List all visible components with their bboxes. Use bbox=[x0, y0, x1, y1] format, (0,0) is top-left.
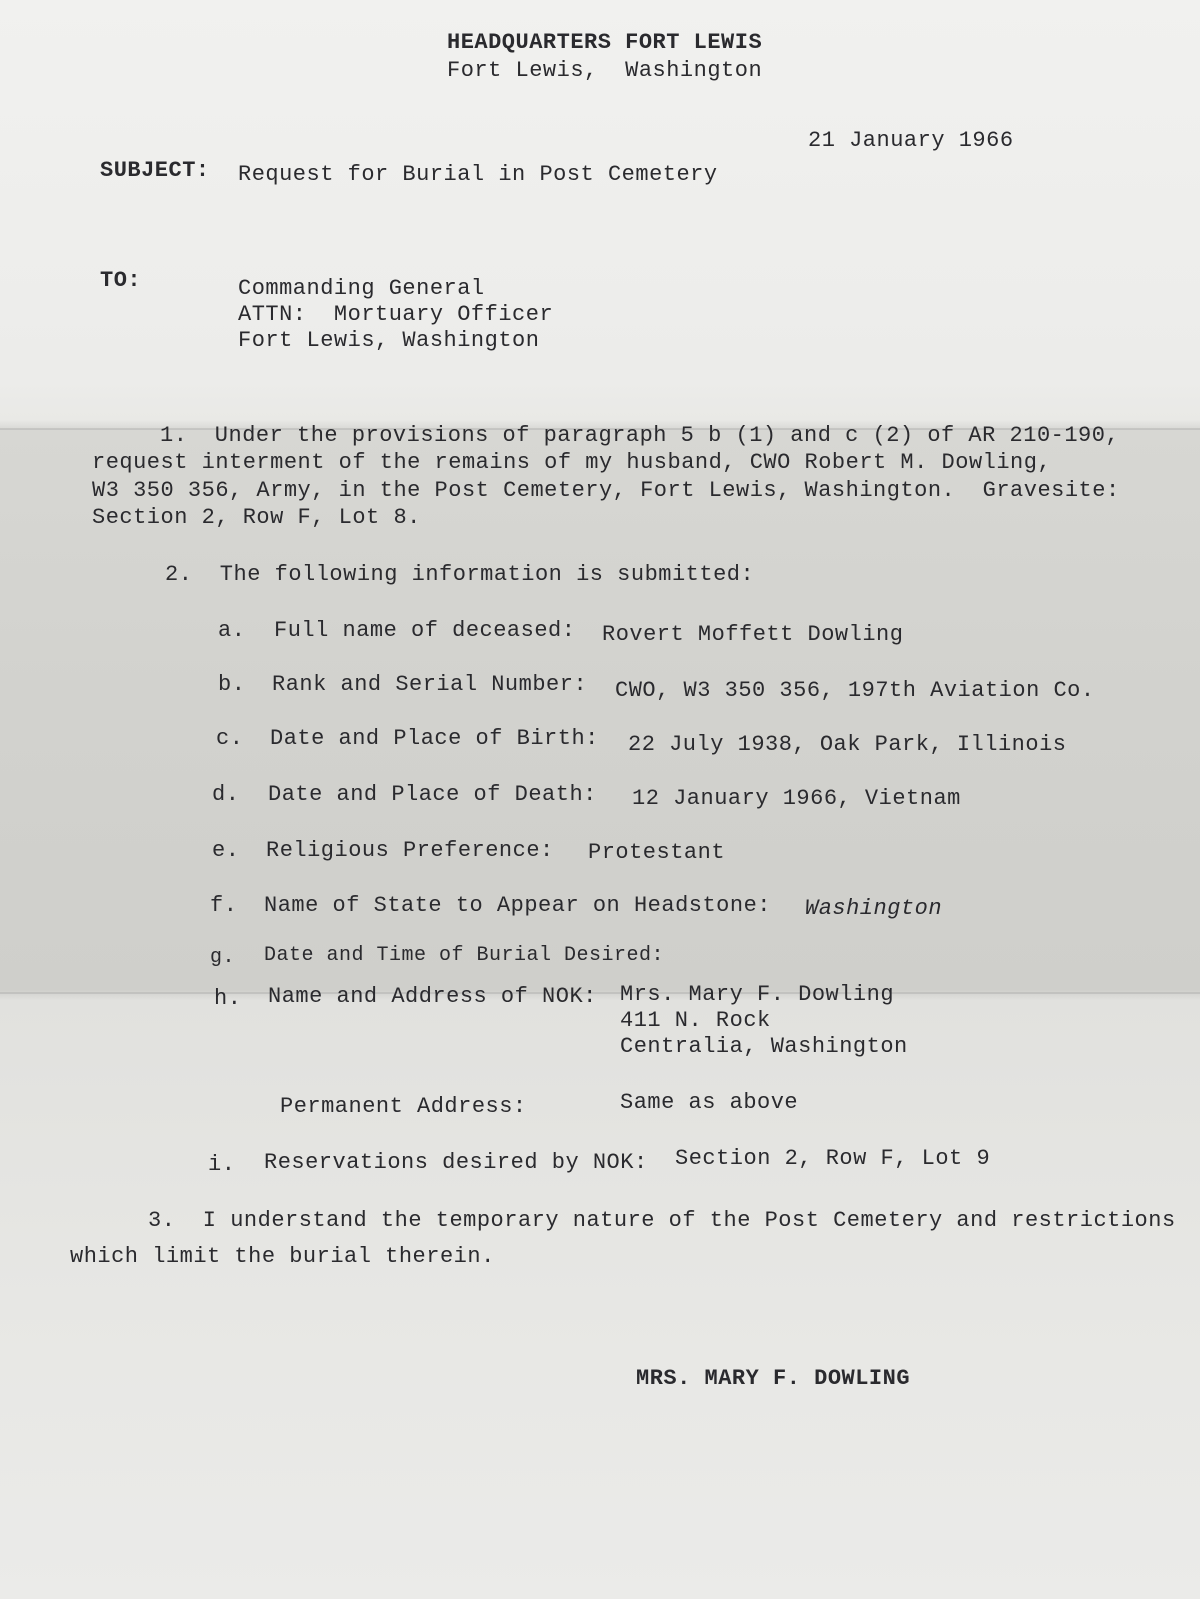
para1-line-2: request interment of the remains of my husband, CWO Robert M. Dowling, bbox=[92, 450, 1052, 475]
item-h-marker: h. bbox=[214, 986, 242, 1011]
to-label: TO: bbox=[100, 268, 142, 293]
item-h-value-line-3: Centralia, Washington bbox=[620, 1034, 908, 1059]
item-d-value: 12 January 1966, Vietnam bbox=[632, 786, 961, 811]
item-e-marker: e. bbox=[212, 838, 240, 863]
para1-line-4: Section 2, Row F, Lot 8. bbox=[92, 505, 421, 530]
item-d-label: Date and Place of Death: bbox=[268, 782, 597, 807]
item-a-label: Full name of deceased: bbox=[274, 618, 576, 643]
item-c-label: Date and Place of Birth: bbox=[270, 726, 599, 751]
item-d-marker: d. bbox=[212, 782, 240, 807]
para1-line-1: 1. Under the provisions of paragraph 5 b (1) and c (2) of AR 210-190, bbox=[160, 423, 1120, 448]
signature-name: MRS. MARY F. DOWLING bbox=[636, 1366, 911, 1391]
letterhead-location: Fort Lewis, Washington bbox=[447, 58, 763, 83]
item-c-value: 22 July 1938, Oak Park, Illinois bbox=[628, 732, 1067, 757]
document-date: 21 January 1966 bbox=[808, 128, 1014, 153]
item-c-marker: c. bbox=[216, 726, 244, 751]
para1-line-3: W3 350 356, Army, in the Post Cemetery, Fort Lewis, Washington. Gravesite: bbox=[92, 478, 1120, 503]
item-f-marker: f. bbox=[210, 893, 238, 918]
fold-line-lower bbox=[0, 992, 1200, 994]
to-line-3: Fort Lewis, Washington bbox=[238, 328, 540, 353]
item-g-label: Date and Time of Burial Desired: bbox=[264, 944, 665, 967]
item-e-value: Protestant bbox=[588, 840, 726, 865]
permanent-address-label: Permanent Address: bbox=[280, 1094, 527, 1119]
para2-intro: 2. The following information is submitted: bbox=[165, 562, 755, 587]
para3-line-1: 3. I understand the temporary nature of the Post Cemetery and restrictions bbox=[148, 1208, 1176, 1233]
item-i-marker: i. bbox=[208, 1152, 236, 1177]
letterhead-title: HEADQUARTERS FORT LEWIS bbox=[447, 30, 763, 55]
to-line-2: ATTN: Mortuary Officer bbox=[238, 302, 554, 327]
item-i-value: Section 2, Row F, Lot 9 bbox=[675, 1146, 991, 1171]
item-a-marker: a. bbox=[218, 618, 246, 643]
subject-label: SUBJECT: bbox=[100, 158, 210, 183]
item-b-marker: b. bbox=[218, 672, 246, 697]
item-f-value: Washington bbox=[805, 896, 943, 921]
item-e-label: Religious Preference: bbox=[266, 838, 554, 863]
to-line-1: Commanding General bbox=[238, 276, 485, 301]
item-i-label: Reservations desired by NOK: bbox=[264, 1150, 648, 1175]
item-h-value-line-1: Mrs. Mary F. Dowling bbox=[620, 982, 895, 1007]
para3-line-2: which limit the burial therein. bbox=[70, 1244, 495, 1269]
item-f-label: Name of State to Appear on Headstone: bbox=[264, 893, 771, 918]
permanent-address-value: Same as above bbox=[620, 1090, 799, 1115]
subject-text: Request for Burial in Post Cemetery bbox=[238, 162, 718, 187]
item-h-value-line-2: 411 N. Rock bbox=[620, 1008, 771, 1033]
item-b-value: CWO, W3 350 356, 197th Aviation Co. bbox=[615, 678, 1095, 703]
item-a-value: Rovert Moffett Dowling bbox=[602, 622, 904, 647]
item-g-marker: g. bbox=[210, 946, 236, 969]
item-b-label: Rank and Serial Number: bbox=[272, 672, 588, 697]
item-h-label: Name and Address of NOK: bbox=[268, 984, 597, 1009]
